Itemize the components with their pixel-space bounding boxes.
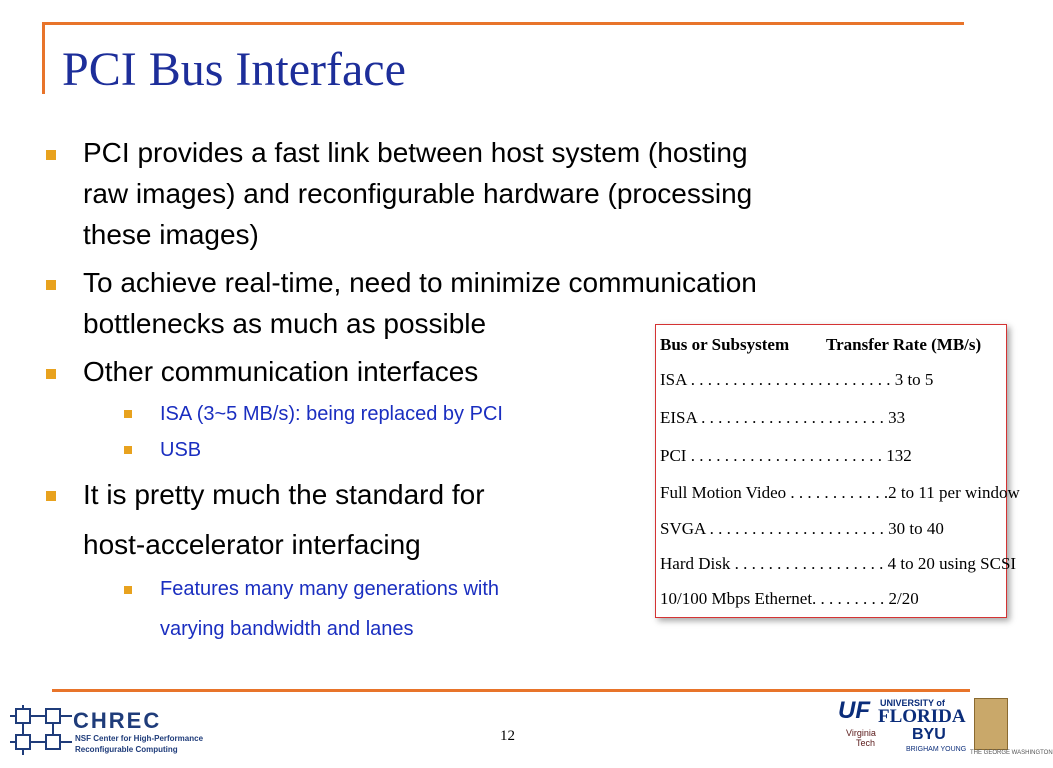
table-row: ISA . . . . . . . . . . . . . . . . . . . . . . . . 3 to 5	[660, 370, 934, 389]
chrec-wordmark: CHREC	[73, 708, 162, 733]
sub-bullet-text: varying bandwidth and lanes	[160, 618, 414, 640]
bullet-text: It is pretty much the standard for	[83, 479, 485, 510]
byu-subtitle: BRIGHAM YOUNG	[906, 746, 967, 753]
bullet-text: Other communication interfaces	[83, 356, 479, 387]
table-header-rate: Transfer Rate (MB/s)	[826, 335, 982, 354]
frame-left-line	[42, 22, 45, 94]
table-row: Full Motion Video . . . . . . . . . . . .2 to 11 per window	[660, 483, 1020, 502]
chrec-subtitle: Reconfigurable Computing	[75, 745, 178, 754]
bullet-text: bottlenecks as much as possible	[83, 308, 487, 339]
uf-florida-text: FLORIDA	[878, 706, 966, 727]
sub-bullet-text: ISA (3~5 MB/s): being replaced by PCI	[160, 403, 503, 425]
byu-logo: BYU	[912, 726, 946, 743]
sub-bullet-text: USB	[160, 439, 202, 461]
bullet-marker	[46, 150, 56, 160]
sub-bullet-marker	[124, 446, 132, 454]
uf-university-text: UNIVERSITY of	[880, 698, 945, 708]
frame-top-line	[42, 22, 964, 25]
bullet-text: host-accelerator interfacing	[83, 529, 421, 560]
table-row: EISA . . . . . . . . . . . . . . . . . . . . . . 33	[660, 408, 906, 427]
table-header-bus: Bus or Subsystem	[660, 335, 790, 354]
table-row: 10/100 Mbps Ethernet. . . . . . . . . 2/20	[660, 589, 919, 608]
virginia-tech-logo	[846, 728, 876, 748]
gw-portrait-icon	[974, 698, 1008, 750]
vt-line: Tech	[856, 738, 876, 748]
slide-title: PCI Bus Interface	[62, 43, 406, 96]
bullet-marker	[46, 491, 56, 501]
transfer-rate-table	[655, 324, 1020, 618]
bullet-text: these images)	[83, 219, 259, 250]
table-row: SVGA . . . . . . . . . . . . . . . . . . . . . 30 to 40	[660, 519, 944, 538]
page-number: 12	[500, 728, 515, 744]
sub-bullet-marker	[124, 586, 132, 594]
bullet-text: raw images) and reconfigurable hardware (processing	[83, 178, 753, 209]
bullet-text: To achieve real-time, need to minimize communication	[83, 267, 757, 298]
table-row: Hard Disk . . . . . . . . . . . . . . . . . . 4 to 20 using SCSI	[660, 554, 1017, 573]
uf-logo: UF	[838, 697, 870, 724]
bullet-marker	[46, 280, 56, 290]
bullet-marker	[46, 369, 56, 379]
vt-line: Virginia	[846, 728, 876, 738]
table-row: PCI . . . . . . . . . . . . . . . . . . . . . . . 132	[660, 446, 912, 465]
sub-bullet-text: Features many many generations with	[160, 578, 500, 600]
gw-subtitle: THE GEORGE WASHINGTON	[970, 750, 1053, 756]
sub-bullet-marker	[124, 410, 132, 418]
chrec-subtitle: NSF Center for High-Performance	[75, 734, 204, 743]
footer-line	[52, 689, 970, 692]
bullet-text: PCI provides a fast link between host system (hosting	[83, 137, 748, 168]
